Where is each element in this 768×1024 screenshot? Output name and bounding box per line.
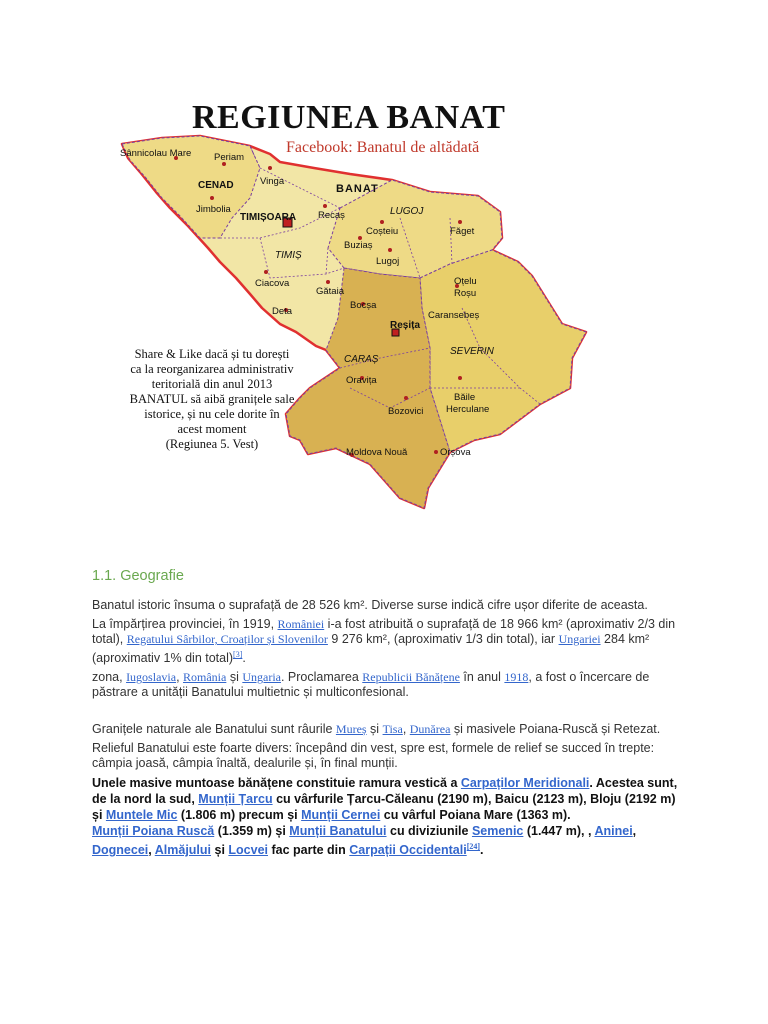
town-bocsa: Bocșa: [350, 300, 377, 311]
map-title: REGIUNEA BANAT: [192, 99, 506, 136]
reference-24-link[interactable]: [24]: [466, 842, 481, 852]
link-romania[interactable]: România: [183, 670, 227, 685]
link-iugoslavia[interactable]: Iugoslavia: [126, 670, 177, 685]
town-timisoara: TIMIȘOARA: [240, 212, 297, 223]
town-periam: Periam: [214, 152, 245, 163]
article-content: [92, 568, 682, 858]
link-muntii-cernei[interactable]: Munții Cernei: [301, 808, 381, 823]
link-regatul-sarbilor[interactable]: Regatului Sârbilor, Croaților și Slovenilor: [126, 632, 328, 646]
link-1918[interactable]: 1918: [504, 670, 529, 685]
town-lugoj: Lugoj: [376, 256, 400, 267]
paragraph-relief: Relieful Banatului este foarte divers: începând din vest, spre est, formele de relief se succed în trepte: câmpia joasă, câmpia înaltă, dealurile și, în final munții.: [92, 741, 655, 771]
county-label-caras: CARAȘ: [344, 354, 379, 365]
paragraph-mountains-south: Unele masive muntoase bănățene constituie ramura vestică a Carpaților Meridionali. Acestea sunt, de la nord la sud, Munții Țarcu cu vârfurile Țarcu-Căleanu (2190 m), Baicu (2123 m), Bloju (2192 m) și Muntele Mic (1.806 m) precum și Munții Cernei cu vârful Poiana Mare (1363 m).: [92, 776, 678, 823]
county-label-timis: TIMIȘ: [275, 250, 302, 261]
paragraph-area: Banatul istoric însuma o suprafață de 28 526 km². Diverse surse indică cifre ușor diferite de aceasta.: [92, 598, 648, 612]
town-moldova-noua: Moldova Nouă: [346, 447, 408, 458]
town-rosu: Roșu: [454, 288, 477, 299]
town-buzias: Buziaș: [344, 240, 373, 251]
reference-3-link[interactable]: [3]: [233, 650, 243, 659]
town-bozovici: Bozovici: [388, 406, 424, 417]
paragraph-borders: Granițele naturale ale Banatului sunt râurile Mureș și Tisa, Dunărea și masivele Poiana-Ruscă și Retezat.: [92, 722, 661, 737]
link-ungariei[interactable]: Ungariei: [558, 632, 601, 646]
county-severin-area: [420, 250, 586, 452]
paragraph-republic: zona, Iugoslavia, România și Ungaria. Proclamarea Republicii Bănățene în anul 1918, a fost o încercare de păstrare a unității Banatului multietnic și multiconfesional.: [92, 670, 650, 700]
section-heading: 1.1. Geografie: [92, 568, 184, 584]
town-resita: Reșița: [390, 320, 421, 331]
county-label-lugoj: LUGOJ: [390, 206, 424, 217]
town-oravita: Oravița: [346, 375, 377, 386]
town-deta: Deta: [272, 306, 293, 317]
note-line-6: acest moment: [177, 422, 247, 436]
link-tisa[interactable]: Tisa: [382, 722, 403, 737]
banat-map-figure: [100, 88, 600, 520]
note-line-3: teritorială din anul 2013: [151, 377, 273, 391]
town-otelu: Oțelu: [454, 276, 477, 287]
link-almajului[interactable]: Almăjului: [154, 843, 212, 858]
town-sannicolau: Sânnicolau Mare: [120, 148, 192, 159]
link-muntii-poiana-rusca[interactable]: Munții Poiana Ruscă: [92, 824, 215, 839]
town-herculane: Herculane: [446, 404, 490, 415]
town-faget: Făget: [450, 226, 475, 237]
link-muntii-banatului[interactable]: Munții Banatului: [289, 824, 387, 839]
link-muntii-tarcu[interactable]: Munții Țarcu: [198, 792, 273, 807]
town-costeiu: Coșteiu: [366, 226, 399, 237]
link-romaniei[interactable]: României: [277, 617, 325, 631]
town-baile: Băile: [454, 392, 476, 403]
note-line-2: ca la reorganizarea administrativ: [130, 362, 294, 376]
county-label-severin: SEVERIN: [450, 346, 494, 357]
town-jimbolia: Jimbolia: [196, 204, 231, 215]
link-muntele-mic[interactable]: Muntele Mic: [105, 808, 178, 823]
paragraph-mountains-west: Munții Poiana Ruscă (1.359 m) și Munții Banatului cu diviziunile Semenic (1.447 m), , Aninei, Dognecei, Almăjului și Locvei fac parte din Carpații Occidentali[24].: [92, 824, 637, 858]
town-ciacova: Ciacova: [255, 278, 290, 289]
share-note: [130, 347, 295, 451]
link-dunarea[interactable]: Dunărea: [409, 722, 451, 737]
link-mures[interactable]: Mureș: [335, 722, 367, 737]
note-line-1: Share & Like dacă și tu dorești: [134, 347, 290, 361]
town-vinga: Vinga: [260, 176, 285, 187]
map-subtitle: Facebook: Banatul de altădată: [286, 139, 480, 156]
link-semenic[interactable]: Semenic: [471, 824, 524, 839]
link-aninei[interactable]: Aninei: [594, 824, 633, 839]
link-ungaria[interactable]: Ungaria: [242, 670, 281, 685]
note-line-7: (Regiunea 5. Vest): [165, 437, 259, 451]
note-line-4: BANATUL să aibă granițele sale: [129, 392, 295, 406]
town-recas: Recaș: [318, 210, 345, 221]
link-carpatii-occidentali[interactable]: Carpații Occidentali: [349, 843, 467, 858]
town-gataia: Gătaia: [316, 286, 344, 297]
town-orsova: Orșova: [440, 447, 471, 458]
paragraph-division-1919: La împărțirea provinciei, în 1919, României i-a fost atribuită o suprafață de 18 966 km² (aproximativ 2/3 din total), Regatului Sârbilor, Croaților și Slovenilor 9 276 km², (aproximativ 1/3 din total), iar Ungariei 284 km² (aproximativ 1% din total)[3].: [92, 617, 676, 666]
link-dognecei[interactable]: Dognecei: [92, 843, 149, 858]
region-label: BANAT: [336, 183, 379, 195]
county-label-cenad: CENAD: [198, 180, 234, 191]
note-line-5: istorice, și nu cele dorite în: [144, 407, 280, 421]
link-republicii-banatene[interactable]: Republicii Bănățene: [362, 670, 460, 685]
town-caransebes: Caransebeș: [428, 310, 480, 321]
link-locvei[interactable]: Locvei: [228, 843, 268, 858]
link-carpatii-meridionali[interactable]: Carpaților Meridionali: [460, 776, 590, 791]
